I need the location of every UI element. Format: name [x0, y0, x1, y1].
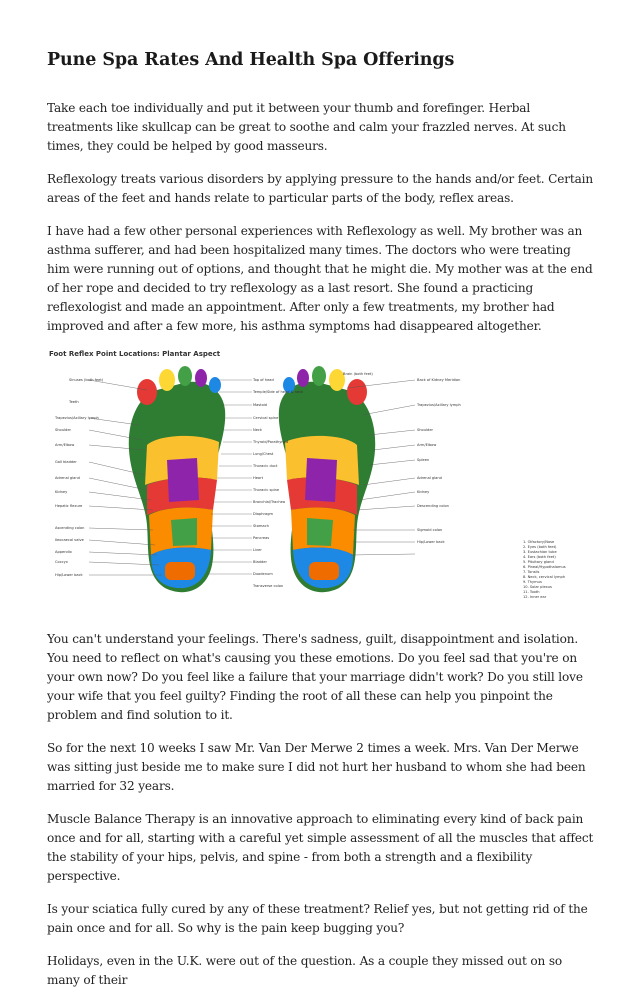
label-left: Gall bladder [55, 460, 77, 464]
label-center: Liver [253, 548, 262, 552]
label-center: Top of head [253, 378, 274, 382]
paragraph: Muscle Balance Therapy is an innovative approach to eliminating every kind of back pain once and for all, starting with a careful yet simple assessment of all the muscles that affect the stability of your hips, pelvis, and spine - from both a strength and a flexibility perspective. [47, 812, 594, 883]
paragraph: You can't understand your feelings. There's sadness, guilt, disappointment and isolation. You need to reflect on what's causing you these emotions. Do you feel sad that you're on your own now? Do you feel like a failure that your marriage didn't work? Do you still love your wife that you feel guilty? Finding the root of all these can help you pinpoint the problem and find solution to it. [47, 632, 583, 722]
label-right: Arm/Elbow [417, 443, 437, 447]
legend-item: 1. Olfactory/Nose [523, 540, 555, 544]
legend-item: 10. Solar plexus [523, 585, 552, 589]
paragraph: Take each toe individually and put it between your thumb and forefinger. Herbal treatments like skullcap can be great to soothe and calm your frazzled nerves. At such times, they could be helped by good masseurs. [47, 101, 566, 153]
legend-item: 11. Tooth [523, 590, 540, 594]
legend-item: 8. Neck, cervical lymph [523, 575, 566, 579]
paragraph: I have had a few other personal experiences with Reflexology as well. My brother was an asthma sufferer, and had been hospitalized many times. The doctors who were treating him were running out of options, and thought that he might die. My mother was at the end of her rope and decided to try reflexology as a last resort. She found a practicing reflexologist and made an appointment. After only a few treatments, my brother had improved and after a few more, his asthma symptoms had disappeared altogether. [47, 224, 593, 333]
foot-illustration [47, 350, 595, 602]
label-center: Heart [253, 476, 264, 480]
paragraph: So for the next 10 weeks I saw Mr. Van Der Merwe 2 times a week. Mrs. Van Der Merwe was sitting just beside me to make sure I did not hurt her husband to whom she had been married for 32 years. [47, 741, 586, 793]
document-page [47, 50, 595, 1004]
label-center: Transverse colon [253, 584, 284, 588]
left-foot-map [129, 366, 225, 592]
paragraph: Holidays, even in the U.K. were out of the question. As a couple they missed out on so many of their [47, 954, 563, 987]
label-center: Thyroid/Parathyroid [253, 440, 289, 444]
label-left: Hip/Lower back [55, 573, 83, 577]
label-center: Thoracic spine [253, 488, 280, 492]
label-center: Thoracic duct [253, 464, 278, 468]
label-left: Coccyx [55, 560, 68, 564]
label-right: Back of Kidney Meridian [417, 378, 461, 382]
foot-reflexology-chart [47, 350, 595, 602]
label-left: Arm/Elbow [55, 443, 75, 447]
label-left: Sinuses (both feet) [69, 378, 104, 382]
legend-item: 7. Tonsils [523, 570, 540, 574]
legend-item: 12. Inner ear [523, 595, 547, 599]
chart-title: Foot Reflex Point Locations: Plantar Aspect [49, 350, 221, 358]
legend-item: 5. Pituitary gland [523, 560, 554, 564]
label-left: Appendix [55, 550, 72, 554]
label-center: Bronchial/Trachea [253, 500, 286, 504]
label-center: Pancreas [253, 536, 270, 540]
label-right: Shoulder [417, 428, 434, 432]
legend-item: 4. Ears (both feet) [523, 555, 556, 559]
label-left: Kidney [55, 490, 68, 494]
legend-item: 9. Thymus [523, 580, 542, 584]
label-center: Neck [253, 428, 262, 432]
label-right: Hip/Lower back [417, 540, 445, 544]
label-left: Adrenal gland [55, 476, 80, 480]
label-right: Sigmoid colon [417, 528, 443, 532]
label-left: Shoulder [55, 428, 72, 432]
label-center: Bladder [253, 560, 267, 564]
label-right: Kidney [417, 490, 430, 494]
page-title: Pune Spa Rates And Health Spa Offerings [47, 50, 455, 70]
paragraph: Is your sciatica fully cured by any of these treatment? Relief yes, but not getting rid of the pain once and for all. So why is the pain keep bugging you? [47, 902, 588, 935]
label-center: Lung/Chest [253, 452, 274, 456]
label-right: Descending colon [417, 504, 449, 508]
legend-item: 3. Eustachian tube [523, 550, 557, 554]
label-left: Teeth [69, 400, 79, 404]
label-right: Spleen [417, 458, 430, 462]
label-right: Brain (both feet) [343, 372, 373, 376]
label-left: Trapezius/Axillary lymph [55, 416, 99, 420]
label-center: Temple/Side of head & neck [253, 390, 304, 394]
label-center: Diaphragm [253, 512, 273, 516]
label-center: Cervical spine [253, 416, 279, 420]
paragraph: Reflexology treats various disorders by applying pressure to the hands and/or feet. Certain areas of the feet and hands relate to particular parts of the body, reflex areas. [47, 172, 594, 205]
label-center: Stomach [253, 524, 269, 528]
label-left: Ileocaecal valve [55, 538, 84, 542]
label-right: Trapezius/Axillary lymph [417, 403, 461, 407]
label-right: Adrenal gland [417, 476, 442, 480]
label-left: Hepatic flexure [55, 504, 83, 508]
label-center: Mastoid [253, 403, 268, 407]
legend-item: 6. Pineal/Hypothalamus [523, 565, 566, 569]
legend-item: 2. Eyes (both feet) [523, 545, 557, 549]
label-center: Duodenum [253, 572, 273, 576]
label-left: Ascending colon [55, 526, 85, 530]
right-foot-map [279, 366, 375, 592]
